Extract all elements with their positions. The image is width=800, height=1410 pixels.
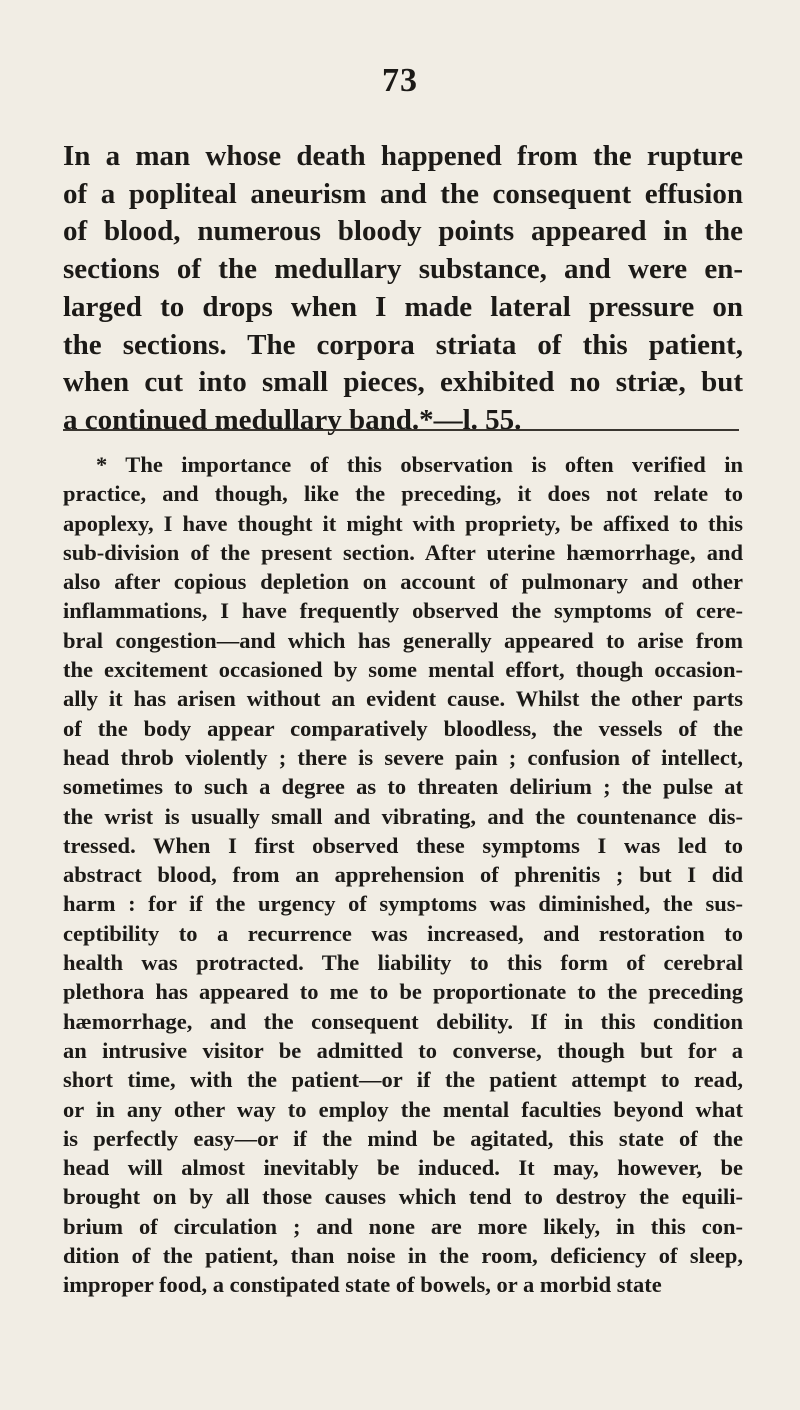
footnote-line: is perfectly easy—or if the mind be agitated, this state of the <box>63 1125 743 1151</box>
footnote-line: the wrist is usually small and vibrating, and the countenance dis- <box>63 803 743 829</box>
main-text-line: the sections. The corpora striata of this patient, <box>63 328 743 361</box>
footnote-line: improper food, a constipated state of bowels, or a morbid state <box>63 1272 662 1298</box>
footnote-line: inflammations, I have frequently observed the symptoms of cere- <box>63 598 743 624</box>
main-text-line: of a popliteal aneurism and the consequent effusion <box>63 177 743 210</box>
footnote-line: head will almost inevitably be induced. It may, however, be <box>63 1155 743 1181</box>
main-text-line: larged to drops when I made lateral pressure on <box>63 290 743 323</box>
footnote-line: sub-division of the present section. After uterine hæmorrhage, and <box>63 539 743 565</box>
main-paragraph <box>63 138 743 440</box>
footnote-line: also after copious depletion on account of pulmonary and other <box>63 569 743 595</box>
main-text-line: a continued medullary band.*—l. 55. <box>63 403 522 436</box>
main-text-line: of blood, numerous bloody points appeared in the <box>63 215 743 248</box>
footnote-line: of the body appear comparatively bloodless, the vessels of the <box>63 715 743 741</box>
footnote-line: short time, with the patient—or if the patient attempt to read, <box>63 1067 743 1093</box>
footnote-line: ally it has arisen without an evident cause. Whilst the other parts <box>63 686 743 712</box>
main-text-line: sections of the medullary substance, and were en- <box>63 253 743 286</box>
main-text-line: In a man whose death happened from the rupture <box>63 140 743 172</box>
footnote-line: plethora has appeared to me to be proportionate to the preceding <box>63 979 743 1005</box>
footnote <box>63 450 743 1300</box>
footnote-line: * The importance of this observation is often verified in <box>96 452 743 477</box>
footnote-line: brium of circulation ; and none are more likely, in this con- <box>63 1213 743 1239</box>
footnote-line: tressed. When I first observed these symptoms I was led to <box>63 832 743 858</box>
footnote-line: the excitement occasioned by some mental effort, though occasion- <box>63 657 743 683</box>
footnote-line: sometimes to such a degree as to threaten delirium ; the pulse at <box>63 774 743 800</box>
footnote-line: brought on by all those causes which tend to destroy the equili- <box>63 1184 743 1210</box>
footnote-divider <box>63 429 739 431</box>
footnote-line: apoplexy, I have thought it might with propriety, be affixed to this <box>63 510 743 536</box>
footnote-line: or in any other way to employ the mental faculties beyond what <box>63 1096 743 1122</box>
footnote-line: dition of the patient, than noise in the room, deficiency of sleep, <box>63 1243 743 1269</box>
footnote-line: health was protracted. The liability to this form of cerebral <box>63 950 743 976</box>
footnote-line: hæmorrhage, and the consequent debility. If in this condition <box>63 1008 743 1034</box>
footnote-line: ceptibility to a recurrence was increased, and restoration to <box>63 920 743 946</box>
footnote-line: head throb violently ; there is severe pain ; confusion of intellect, <box>63 744 743 770</box>
footnote-line: practice, and though, like the preceding, it does not relate to <box>63 481 743 507</box>
footnote-line: harm : for if the urgency of symptoms was diminished, the sus- <box>63 891 743 917</box>
footnote-line: bral congestion—and which has generally appeared to arise from <box>63 627 743 653</box>
footnote-line: abstract blood, from an apprehension of phrenitis ; but I did <box>63 862 743 888</box>
main-text-line: when cut into small pieces, exhibited no striæ, but <box>63 366 743 399</box>
page-number: 73 <box>382 62 418 99</box>
footnote-line: an intrusive visitor be admitted to converse, though but for a <box>63 1037 743 1063</box>
